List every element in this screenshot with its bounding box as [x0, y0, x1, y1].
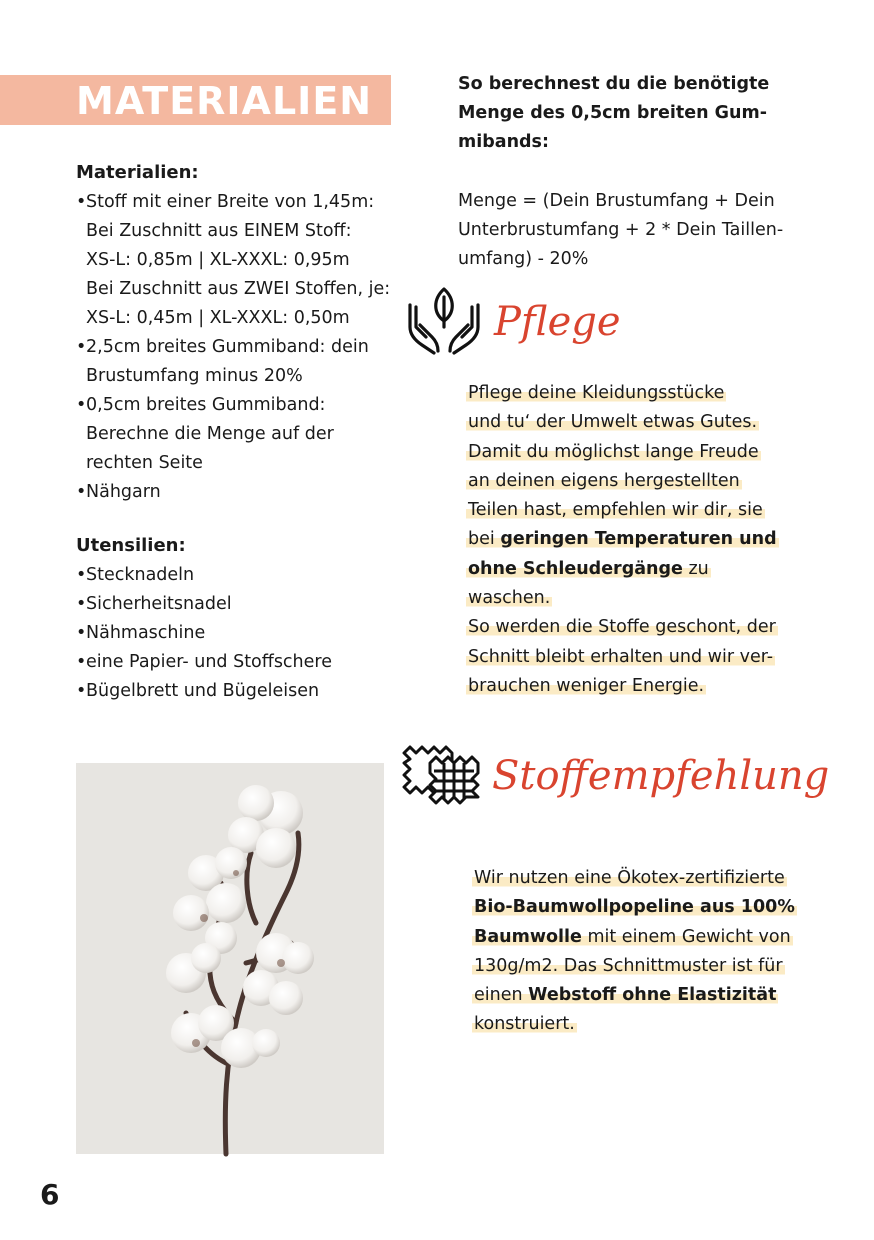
- highlight-marker: [466, 383, 726, 403]
- calculation-formula-line: umfang) - 20%: [458, 249, 589, 269]
- tool-item: [76, 677, 396, 706]
- line-text: Schnitt bleibt erhalten und wir ver-: [468, 646, 774, 667]
- materials-heading: Materialien:: [76, 162, 199, 183]
- fabric-text-line: [472, 864, 802, 893]
- material-item: [76, 333, 396, 391]
- tool-item-label: Sicherheitsnadel: [86, 594, 232, 614]
- stoffempfehlung-script-title: [490, 733, 830, 823]
- tool-item: [76, 590, 396, 619]
- highlight-marker: [466, 529, 779, 549]
- page-title: MATERIALIEN: [76, 79, 373, 123]
- svg-text:Pflege: Pflege: [494, 299, 621, 345]
- material-item: [76, 188, 396, 333]
- line-emphasis: Bio-Baumwollpopeline aus 100%: [474, 897, 795, 918]
- highlight-marker: [472, 897, 797, 917]
- care-text-line: [466, 467, 796, 496]
- material-item-line: XS-L: 0,45m | XL-XXXL: 0,50m: [86, 308, 350, 328]
- page-number: 6: [40, 1178, 60, 1211]
- line-text: Wir nutzen eine Ökotex-zertifizierte: [474, 868, 785, 888]
- fabric-text-line: [472, 923, 802, 952]
- fabric-swatch-icon: [400, 733, 484, 809]
- line-text: Teilen hast, empfehlen wir dir, sie: [468, 500, 763, 521]
- fabric-text: [472, 864, 802, 1040]
- highlight-marker: [472, 956, 785, 976]
- material-item-line: Brustumfang minus 20%: [86, 366, 303, 386]
- care-text-line: [466, 408, 796, 437]
- hands-leaf-icon: [404, 283, 484, 359]
- highlight-marker: [472, 985, 778, 1005]
- tool-item: [76, 619, 396, 648]
- care-text-line: [466, 525, 796, 554]
- care-text-line: [466, 438, 796, 467]
- line-text: zu waschen.: [468, 558, 709, 609]
- line-emphasis: Baumwolle: [474, 926, 582, 947]
- highlight-marker: [466, 471, 742, 491]
- tool-item-label: Bügelbrett und Bügeleisen: [86, 681, 320, 701]
- line-text: an deinen eigens hergestellten: [468, 470, 740, 491]
- line-text: konstruiert.: [474, 1014, 575, 1035]
- calculation-formula-line: Menge = (Dein Brustumfang + Dein: [458, 191, 775, 211]
- line-text: mit einem Gewicht von: [581, 926, 791, 947]
- highlight-marker: [466, 500, 765, 520]
- fabric-text-line: [472, 893, 802, 922]
- fabric-text-line: [472, 952, 802, 981]
- highlight-marker: [466, 617, 778, 637]
- material-item-line: Bei Zuschnitt aus ZWEI Stoffen, je:: [86, 279, 391, 299]
- highlight-marker: [472, 927, 793, 947]
- calculation-title-line: mibands:: [458, 132, 549, 152]
- line-text: Damit du möglichst lange Freude: [468, 441, 759, 462]
- material-item-line: • 2,5cm breites Gummiband: dein: [86, 337, 369, 357]
- care-text-line: [466, 555, 796, 614]
- material-item-line: • Stoff mit einer Breite von 1,45m:: [86, 192, 375, 212]
- care-text: [466, 379, 796, 701]
- material-item: [76, 478, 396, 507]
- calculation-title: [458, 70, 798, 157]
- line-text: So werden die Stoffe geschont, der: [468, 617, 776, 638]
- tools-heading: Utensilien:: [76, 535, 186, 556]
- highlight-marker: [466, 442, 761, 462]
- highlight-marker: [466, 676, 706, 696]
- fabric-text-line: [472, 1010, 802, 1039]
- line-emphasis: Webstoff ohne Elastizität: [528, 985, 777, 1006]
- calculation-formula-line: Unterbrustumfang + 2 * Dein Taillen-: [458, 220, 784, 240]
- tool-item-label: Nähmaschine: [86, 623, 206, 643]
- highlight-marker: [466, 647, 775, 667]
- svg-text:Stoffempfehlung: Stoffempfehlung: [492, 753, 830, 799]
- highlight-marker: [466, 412, 759, 432]
- line-emphasis: geringen Temperaturen und: [500, 529, 777, 550]
- tool-item-label: eine Papier- und Stoffschere: [86, 652, 332, 672]
- care-text-line: [466, 613, 796, 642]
- calculation-title-line: Menge des 0,5cm breiten Gum-: [458, 103, 767, 123]
- care-text-line: [466, 643, 796, 672]
- material-item: [76, 391, 396, 478]
- line-emphasis: ohne Schleudergänge: [468, 558, 683, 579]
- line-text: einen: [474, 985, 529, 1006]
- care-text-line: [466, 379, 796, 408]
- material-item-line: • Nähgarn: [86, 482, 161, 502]
- calculation-title-line: So berechnest du die benötigte: [458, 74, 770, 94]
- care-text-line: [466, 496, 796, 525]
- highlight-marker: [472, 868, 787, 888]
- tool-item: [76, 561, 396, 590]
- highlight-marker: [466, 559, 711, 608]
- materials-list: [76, 188, 396, 507]
- materials-column: [76, 160, 396, 706]
- tool-item: [76, 648, 396, 677]
- highlight-marker: [472, 1014, 577, 1034]
- cotton-branch-photo: [76, 763, 384, 1154]
- material-item-line: Berechne die Menge auf der: [86, 424, 334, 444]
- tool-item-label: Stecknadeln: [86, 565, 195, 585]
- material-item-line: Bei Zuschnitt aus EINEM Stoff:: [86, 221, 352, 241]
- material-item-line: XS-L: 0,85m | XL-XXXL: 0,95m: [86, 250, 350, 270]
- line-text: brauchen weniger Energie.: [468, 675, 705, 696]
- line-text: und tu‘ der Umwelt etwas Gutes.: [468, 412, 758, 433]
- fabric-text-line: [472, 981, 802, 1010]
- calculation-formula: [458, 187, 798, 274]
- care-text-line: [466, 672, 796, 701]
- material-item-line: • 0,5cm breites Gummiband:: [86, 395, 326, 415]
- tools-list: [76, 561, 396, 706]
- pflege-script-title: [492, 283, 621, 363]
- line-text: Pflege deine Kleidungsstücke: [468, 383, 725, 403]
- line-text: 130g/m2. Das Schnittmuster ist für: [474, 955, 783, 976]
- calculation-section: [458, 70, 798, 274]
- line-text: bei: [468, 529, 501, 550]
- material-item-line: rechten Seite: [86, 453, 203, 473]
